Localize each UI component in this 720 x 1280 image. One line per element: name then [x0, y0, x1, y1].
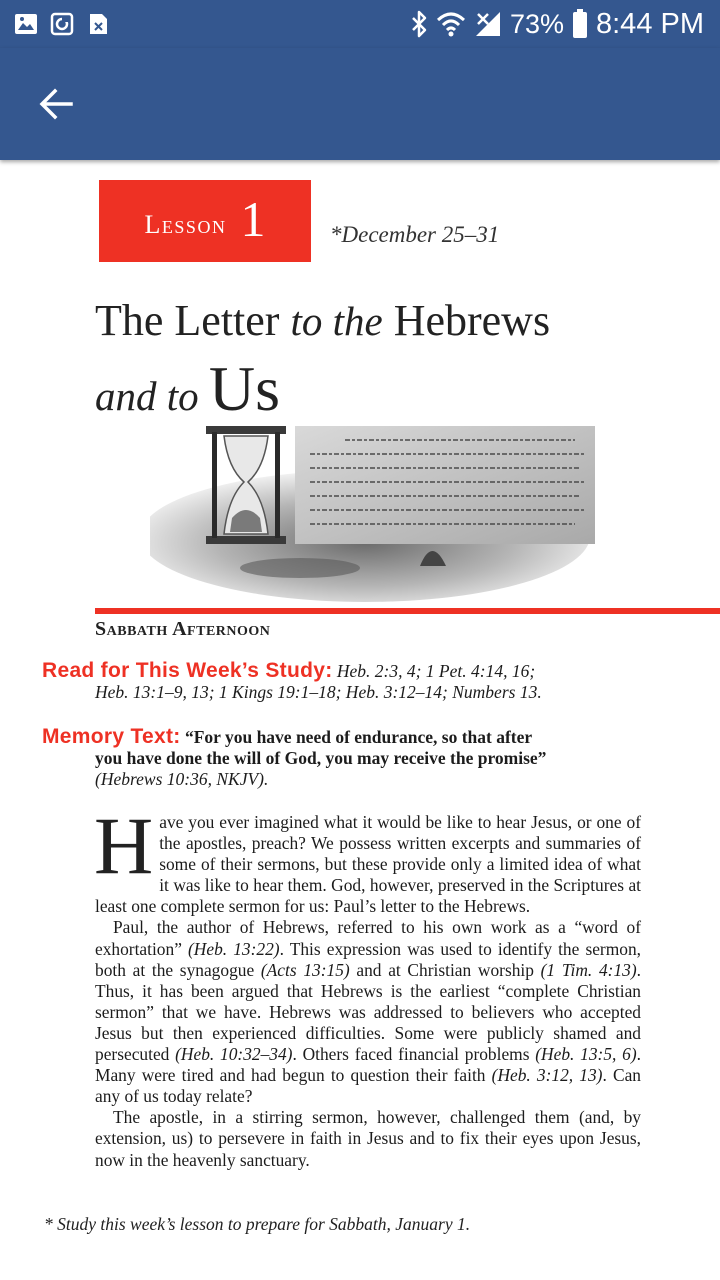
lesson-page: [0, 160, 720, 1280]
memory-reference: (Hebrews 10:36, NKJV).: [95, 769, 269, 789]
lesson-title: [95, 292, 655, 435]
sync-app-icon: [50, 12, 74, 36]
battery-percent: 73%: [509, 8, 564, 39]
section-divider: [95, 608, 720, 614]
lesson-date: *December 25–31: [330, 222, 500, 247]
system-status: [410, 6, 704, 42]
paragraph: Have you ever imagined what it would be like to hear Jesus, or one of the apostles, preach? We possess written excerpts and summaries of some of their sermons, but these provide only a limited idea of what it was like to hear them. God, however, preserved in the Scriptures at least one complete sermon for us: Paul’s letter to the Hebrews.: [94, 800, 641, 917]
title-text: Us: [208, 353, 281, 424]
read-section: [42, 660, 642, 703]
arrow-left-icon: [38, 86, 74, 122]
title-text: Hebrews: [382, 296, 551, 345]
wifi-icon: [436, 10, 466, 38]
scripture-ref: (Heb. 3:12, 13): [491, 1065, 603, 1086]
read-label: Read for This Week’s Study:: [42, 659, 333, 682]
section-heading: Sabbath Afternoon: [95, 618, 271, 640]
scripture-ref: (Heb. 13:5, 6): [535, 1044, 637, 1065]
title-italic: and to: [95, 373, 209, 419]
status-bar: [0, 0, 720, 48]
drop-cap: H: [94, 800, 154, 891]
clock: 8:44 PM: [596, 7, 704, 40]
read-refs: Heb. 2:3, 4; 1 Pet. 4:14, 16;: [336, 661, 536, 681]
app-bar: [0, 48, 720, 160]
lesson-body: [94, 800, 641, 1171]
image-icon: [14, 12, 38, 36]
hourglass-scroll-illustration: [150, 418, 600, 604]
battery-icon: [572, 9, 588, 39]
title-italic: to the: [290, 298, 383, 344]
paragraph: The apostle, in a stirring sermon, however, challenged them (and, by extension, us) to persevere in faith in Jesus and to fix their eyes upon Jesus, now in the heavenly sanctuary.: [95, 1107, 641, 1170]
lesson-badge: [99, 180, 311, 262]
footnote: * Study this week’s lesson to prepare for Sabbath, January 1.: [44, 1214, 471, 1234]
read-refs: Heb. 13:1–9, 13; 1 Kings 19:1–18; Heb. 3:12–14; Numbers 13.: [95, 682, 542, 702]
memory-verse: you have done the will of God, you may receive the promise”: [95, 748, 547, 768]
memory-verse: “For you have need of endurance, so that after: [184, 727, 533, 747]
title-text: The Letter: [95, 296, 291, 345]
notification-icons: [14, 12, 110, 36]
memory-section: [42, 726, 642, 790]
scripture-ref: (Heb. 10:32–34): [175, 1044, 293, 1065]
bluetooth-icon: [410, 10, 428, 38]
scripture-ref: (1 Tim. 4:13): [540, 959, 637, 980]
memory-label: Memory Text:: [42, 725, 181, 748]
scripture-ref: (Acts 13:15): [260, 959, 350, 980]
paragraph: Paul, the author of Hebrews, referred to his own work as a “word of exhortation” (Heb. 13:22). This expression was used to identify the sermon, both at the synagogue (Acts 13:15) and at Christian worship (1 Tim. 4:13). Thus, it has been argued that Hebrews is the earliest “complete Christian sermon” that we have. Hebrews was addressed to believers who accepted Jesus but then experienced difficulties. Some were publicly shamed and persecuted (Heb. 10:32–34). Others faced financial problems (Heb. 13:5, 6). Many were tired and had begun to question their faith (Heb. 3:12, 13). Can any of us today relate?: [95, 917, 641, 1107]
lesson-number: 1: [240, 191, 266, 247]
lesson-label: Lesson: [144, 210, 227, 239]
back-button[interactable]: [28, 76, 84, 132]
signal-icon: [474, 10, 502, 38]
scripture-ref: (Heb. 13:22): [188, 938, 280, 959]
close-app-icon: [86, 12, 110, 36]
